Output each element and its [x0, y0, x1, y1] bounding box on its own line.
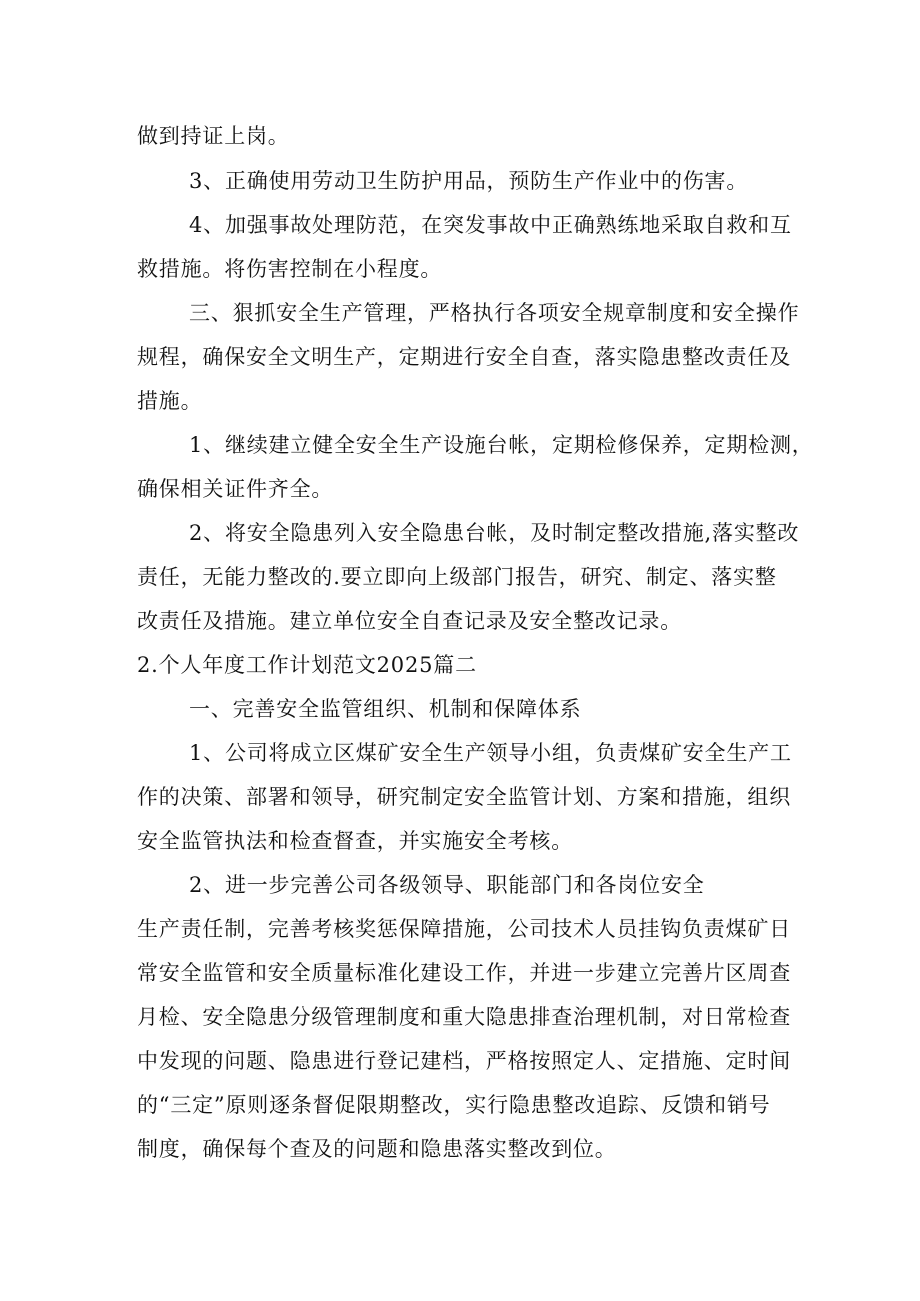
text-line: 改责任及措施。建立单位安全自查记录及安全整改记录。: [137, 609, 682, 633]
text-line: 3、正确使用劳动卫生防护用品，预防生产作业中的伤害。: [189, 169, 749, 193]
text-line: 生产责任制，完善考核奖惩保障措施，公司技术人员挂钩负责煤矿日: [137, 917, 791, 941]
text-line: 常安全监管和安全质量标准化建设工作，并进一步建立完善片区周查: [137, 961, 791, 985]
text-line: 制度，确保每个查及的问题和隐患落实整改到位。: [137, 1137, 617, 1161]
text-line: 的“三定”原则逐条督促限期整改，实行隐患整改追踪、反馈和销号: [137, 1093, 771, 1117]
text-line: 1、继续建立健全安全生产设施台帐，定期检修保养，定期检测，: [189, 433, 814, 457]
text-line: 措施。: [137, 389, 203, 413]
text-line: 作的决策、部署和领导，研究制定安全监管计划、方案和措施，组织: [137, 785, 791, 809]
text-line: 安全监管执法和检查督查，并实施安全考核。: [137, 829, 573, 853]
text-line: 规程，确保安全文明生产，定期进行安全自查，落实隐患整改责任及: [137, 345, 791, 369]
text-line: 1、公司将成立区煤矿安全生产领导小组，负责煤矿安全生产工: [189, 741, 792, 765]
text-line: 三、狠抓安全生产管理，严格执行各项安全规章制度和安全操作: [189, 301, 800, 325]
text-line: 中发现的问题、隐患进行登记建档，严格按照定人、定措施、定时间: [137, 1049, 791, 1073]
text-line: 月检、安全隐患分级管理制度和重大隐患排查治理机制，对日常检查: [137, 1005, 791, 1029]
text-line: 确保相关证件齐全。: [137, 477, 334, 501]
text-line: 2、进一步完善公司各级领导、职能部门和各岗位安全: [189, 873, 705, 897]
text-line: 责任，无能力整改的.要立即向上级部门报告，研究、制定、落实整: [137, 565, 777, 589]
section-heading: 2.个人年度工作计划范文2025篇二: [137, 653, 477, 677]
text-line: 2、将安全隐患列入安全隐患台帐，及时制定整改措施,落实整改: [189, 521, 800, 545]
text-line: 一、完善安全监管组织、机制和保障体系: [189, 697, 582, 721]
text-line: 4、加强事故处理防范，在突发事故中正确熟练地采取自救和互: [189, 213, 792, 237]
text-line: 救措施。将伤害控制在小程度。: [137, 257, 443, 281]
text-line: 做到持证上岗。: [137, 124, 290, 148]
